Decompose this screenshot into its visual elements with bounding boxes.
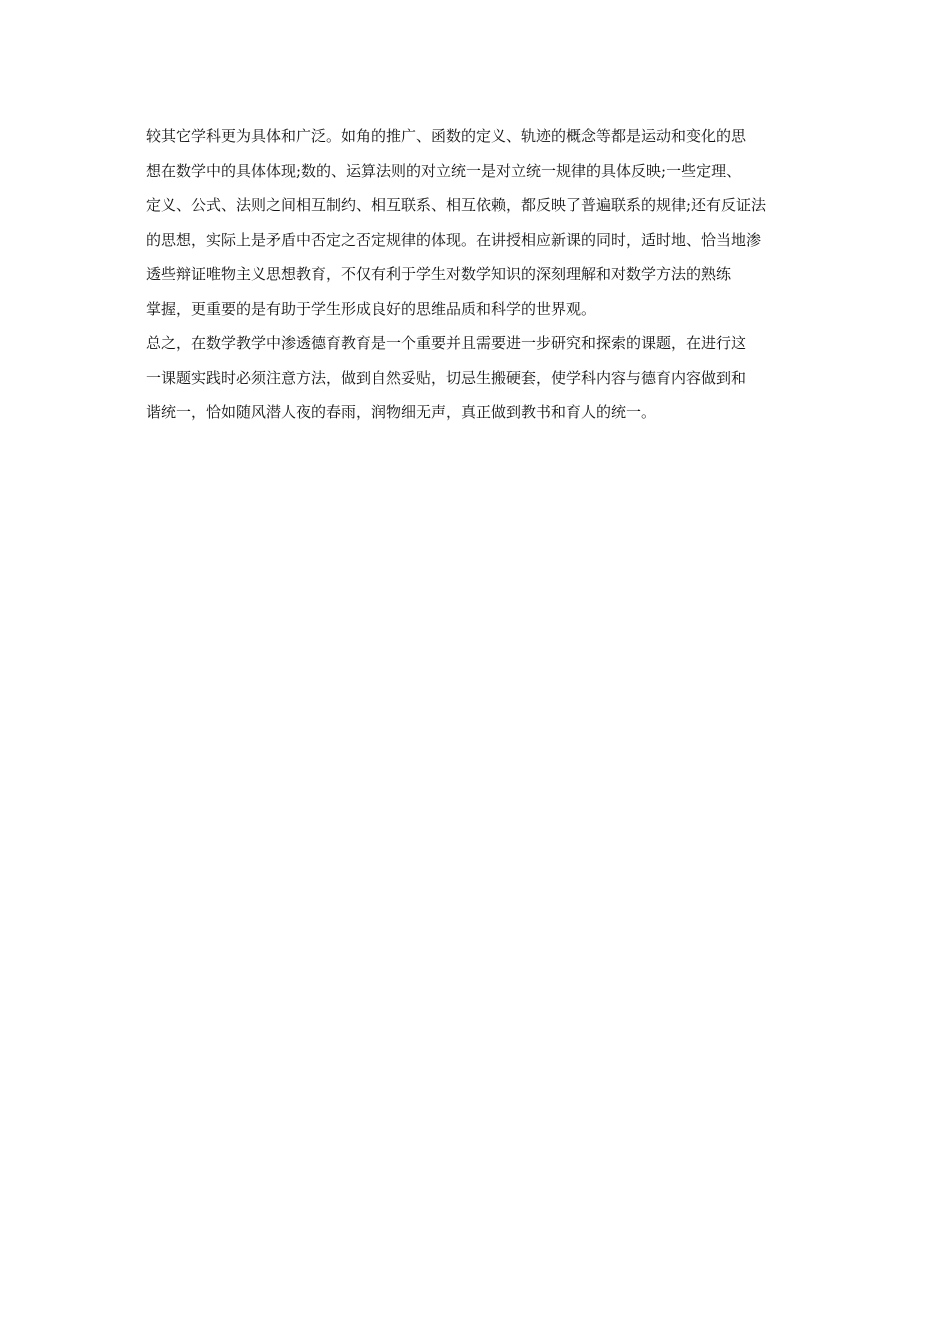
paragraph-1-line-2: 想在数学中的具体体现;数的、运算法则的对立统一是对立统一规律的具体反映;一些定理、 (146, 161, 742, 180)
paragraph-1-line-1: 较其它学科更为具体和广泛。如角的推广、函数的定义、轨迹的概念等都是运动和变化的思 (146, 127, 747, 145)
paragraph-1-line-5: 透些辩证唯物主义思想教育，不仅有利于学生对数学知识的深刻理解和对数学方法的熟练 (146, 265, 732, 283)
paragraph-2-line-1: 总之，在数学教学中渗透德育教育是一个重要并且需要进一步研究和探索的课题，在进行这 (146, 334, 747, 352)
document-body (146, 119, 826, 430)
paragraph-1-line-6: 掌握，更重要的是有助于学生形成良好的思维品质和科学的世界观。 (146, 299, 597, 318)
paragraph-1-line-3: 定义、公式、法则之间相互制约、相互联系、相互依赖，都反映了普遍联系的规律;还有反证法 (146, 196, 767, 214)
paragraph-2-line-2: 一课题实践时必须注意方法，做到自然妥贴，切忌生搬硬套，使学科内容与德育内容做到和 (146, 368, 747, 387)
paragraph-2-line-3: 谐统一，恰如随风潜人夜的春雨，润物细无声，真正做到教书和育人的统一。 (146, 403, 657, 421)
paragraph-1-line-4: 的思想，实际上是矛盾中否定之否定规律的体现。在讲授相应新课的同时，适时地、恰当地渗 (146, 230, 762, 249)
